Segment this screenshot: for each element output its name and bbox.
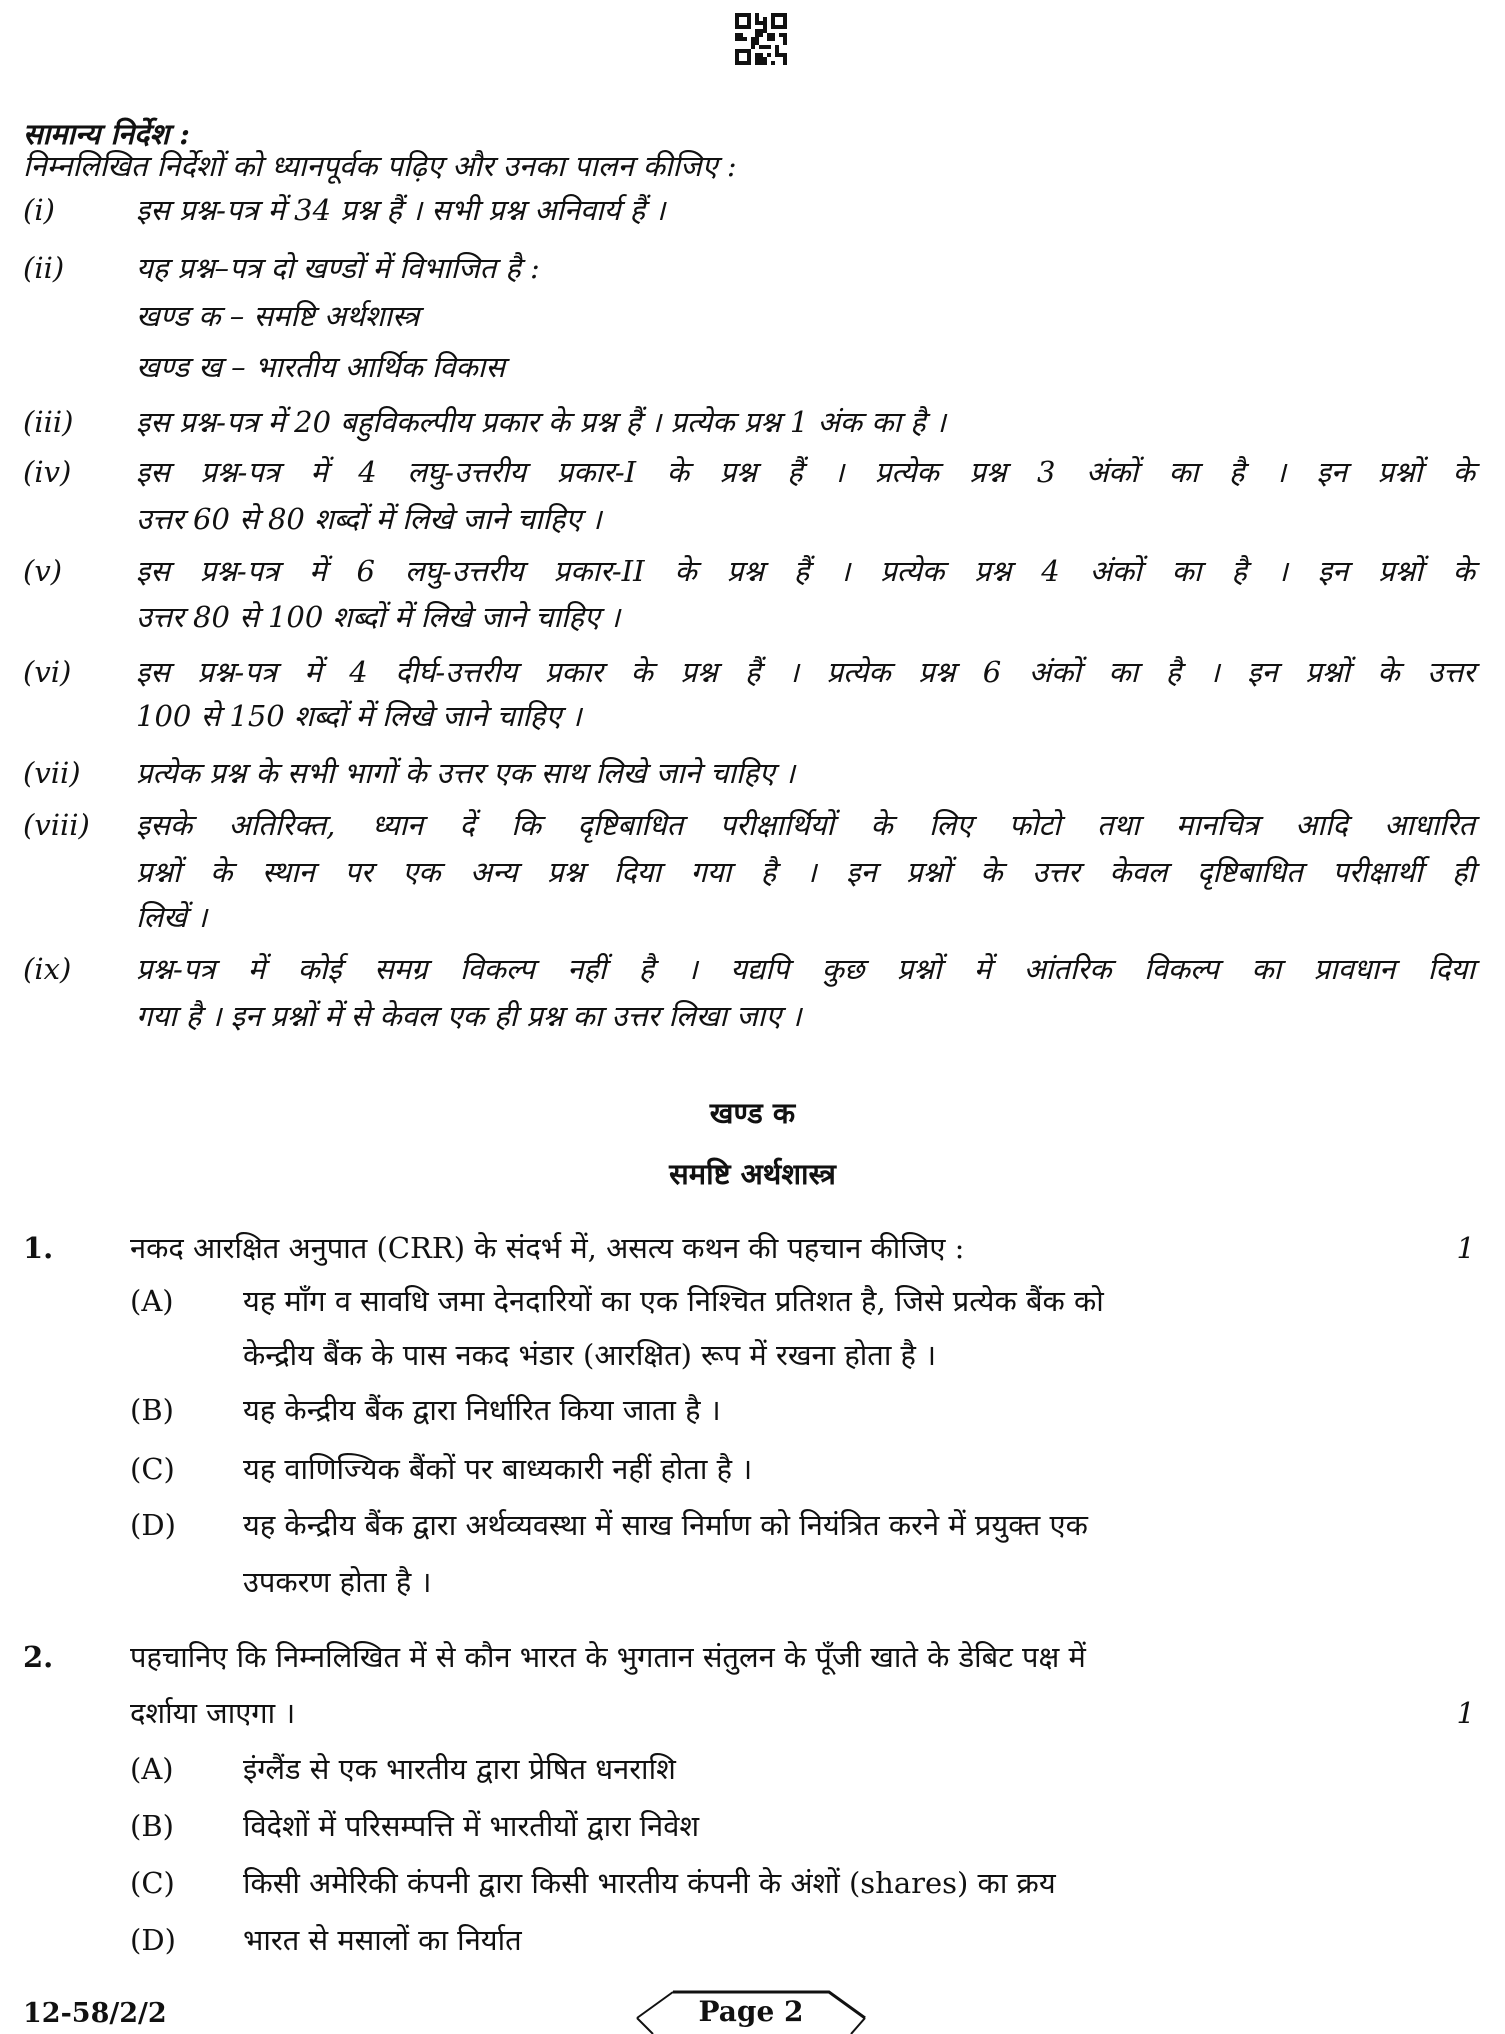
instruction-text: इस प्रश्न-पत्र में 4 दीर्घ-उत्तरीय प्रकार के प्रश्न हैं । प्रत्येक प्रश्न 6 अंकों का है । इन प्रश्नों के उत्तर bbox=[136, 655, 1475, 689]
instruction-text: इस प्रश्न-पत्र में 6 लघु-उत्तरीय प्रकार-II के प्रश्न हैं । प्रत्येक प्रश्न 4 अंकों का है । इन प्रश्नों के bbox=[136, 554, 1475, 588]
option-label: (D) bbox=[130, 1923, 176, 1957]
instruction-label: (i) bbox=[23, 193, 55, 227]
instruction-text: उत्तर 80 से 100 शब्दों में लिखे जाने चाहिए । bbox=[136, 600, 621, 634]
option-text: यह माँग व सावधि जमा देनदारियों का एक निश्चित प्रतिशत है, जिसे प्रत्येक बैंक को bbox=[243, 1284, 1104, 1318]
instruction-label: (ii) bbox=[23, 251, 65, 285]
option-label: (B) bbox=[130, 1809, 174, 1843]
instruction-label: (vi) bbox=[23, 655, 72, 689]
option-text: यह वाणिज्यिक बैंकों पर बाध्यकारी नहीं होता है । bbox=[243, 1452, 753, 1486]
instruction-label: (viii) bbox=[23, 808, 90, 842]
instruction-text: प्रश्न-पत्र में कोई समग्र विकल्प नहीं है । यद्यपि कुछ प्रश्नों में आंतरिक विकल्प का प्रावधान दिया bbox=[136, 952, 1475, 986]
option-text: यह केन्द्रीय बैंक द्वारा निर्धारित किया जाता है । bbox=[243, 1393, 721, 1427]
instructions-intro: निम्नलिखित निर्देशों को ध्यानपूर्वक पढ़िए और उनका पालन कीजिए : bbox=[23, 149, 737, 183]
qr-code-icon bbox=[735, 13, 787, 65]
question-text: नकद आरक्षित अनुपात (CRR) के संदर्भ में, असत्य कथन की पहचान कीजिए : bbox=[130, 1231, 965, 1265]
option-text: यह केन्द्रीय बैंक द्वारा अर्थव्यवस्था में साख निर्माण को नियंत्रित करने में प्रयुक्त एक bbox=[243, 1508, 1088, 1542]
option-label: (B) bbox=[130, 1393, 174, 1427]
option-text: भारत से मसालों का निर्यात bbox=[243, 1923, 522, 1957]
instructions-heading: सामान्य निर्देश : bbox=[23, 117, 190, 151]
question-number: 2. bbox=[23, 1640, 54, 1674]
option-text: उपकरण होता है । bbox=[243, 1565, 432, 1599]
option-text: केन्द्रीय बैंक के पास नकद भंडार (आरक्षित) रूप में रखना होता है । bbox=[243, 1338, 937, 1372]
option-text: किसी अमेरिकी कंपनी द्वारा किसी भारतीय कंपनी के अंशों (shares) का क्रय bbox=[243, 1866, 1056, 1900]
option-label: (C) bbox=[130, 1452, 175, 1486]
question-marks: 1 bbox=[1456, 1696, 1475, 1730]
instruction-label: (v) bbox=[23, 554, 63, 588]
instruction-text: प्रश्नों के स्थान पर एक अन्य प्रश्न दिया गया है । इन प्रश्नों के उत्तर केवल दृष्टिबाधित परीक्षार्थी ही bbox=[136, 855, 1475, 889]
instruction-text: इस प्रश्न-पत्र में 34 प्रश्न हैं । सभी प्रश्न अनिवार्य हैं । bbox=[136, 193, 666, 227]
instruction-text: इस प्रश्न-पत्र में 20 बहुविकल्पीय प्रकार के प्रश्न हैं । प्रत्येक प्रश्न 1 अंक का है । bbox=[136, 405, 946, 439]
instruction-label: (ix) bbox=[23, 952, 72, 986]
page-number-badge bbox=[633, 1990, 869, 2030]
option-text: विदेशों में परिसम्पत्ति में भारतीयों द्वारा निवेश bbox=[243, 1809, 700, 1843]
question-text: पहचानिए कि निम्नलिखित में से कौन भारत के भुगतान संतुलन के पूँजी खाते के डेबिट पक्ष में bbox=[130, 1640, 1086, 1674]
instruction-text: उत्तर 60 से 80 शब्दों में लिखे जाने चाहिए । bbox=[136, 502, 602, 536]
instruction-label: (iii) bbox=[23, 405, 74, 439]
option-label: (C) bbox=[130, 1866, 175, 1900]
section-subtitle: समष्टि अर्थशास्त्र bbox=[669, 1157, 836, 1191]
instruction-text: इसके अतिरिक्त, ध्यान दें कि दृष्टिबाधित परीक्षार्थियों के लिए फोटो तथा मानचित्र आदि आधारित bbox=[136, 808, 1475, 842]
option-text: इंग्लैंड से एक भारतीय द्वारा प्रेषित धनराशि bbox=[243, 1752, 676, 1786]
instruction-text: प्रत्येक प्रश्न के सभी भागों के उत्तर एक साथ लिखे जाने चाहिए । bbox=[136, 756, 796, 790]
question-text: दर्शाया जाएगा । bbox=[130, 1696, 296, 1730]
instruction-text: इस प्रश्न-पत्र में 4 लघु-उत्तरीय प्रकार-I के प्रश्न हैं । प्रत्येक प्रश्न 3 अंकों का है । इन प्रश्नों के bbox=[136, 455, 1475, 489]
option-label: (D) bbox=[130, 1508, 176, 1542]
instruction-text: लिखें । bbox=[136, 900, 208, 934]
instruction-label: (vii) bbox=[23, 756, 81, 790]
question-marks: 1 bbox=[1456, 1231, 1475, 1265]
question-number: 1. bbox=[23, 1231, 54, 1265]
instruction-text: 100 से 150 शब्दों में लिखे जाने चाहिए । bbox=[136, 699, 582, 733]
instruction-label: (iv) bbox=[23, 455, 72, 489]
page-number: Page 2 bbox=[698, 1995, 804, 2028]
instruction-text: यह प्रश्न–पत्र दो खण्डों में विभाजित है : bbox=[136, 251, 540, 285]
instruction-text: गया है । इन प्रश्नों में से केवल एक ही प्रश्न का उत्तर लिखा जाए । bbox=[136, 999, 802, 1033]
instruction-section-a: खण्ड क – समष्टि अर्थशास्त्र bbox=[136, 299, 420, 333]
instruction-section-b: खण्ड ख – भारतीय आर्थिक विकास bbox=[136, 350, 505, 384]
paper-code: 12-58/2/2 bbox=[23, 1998, 167, 2029]
option-label: (A) bbox=[130, 1752, 174, 1786]
section-title: खण्ड क bbox=[709, 1096, 796, 1130]
option-label: (A) bbox=[130, 1284, 174, 1318]
